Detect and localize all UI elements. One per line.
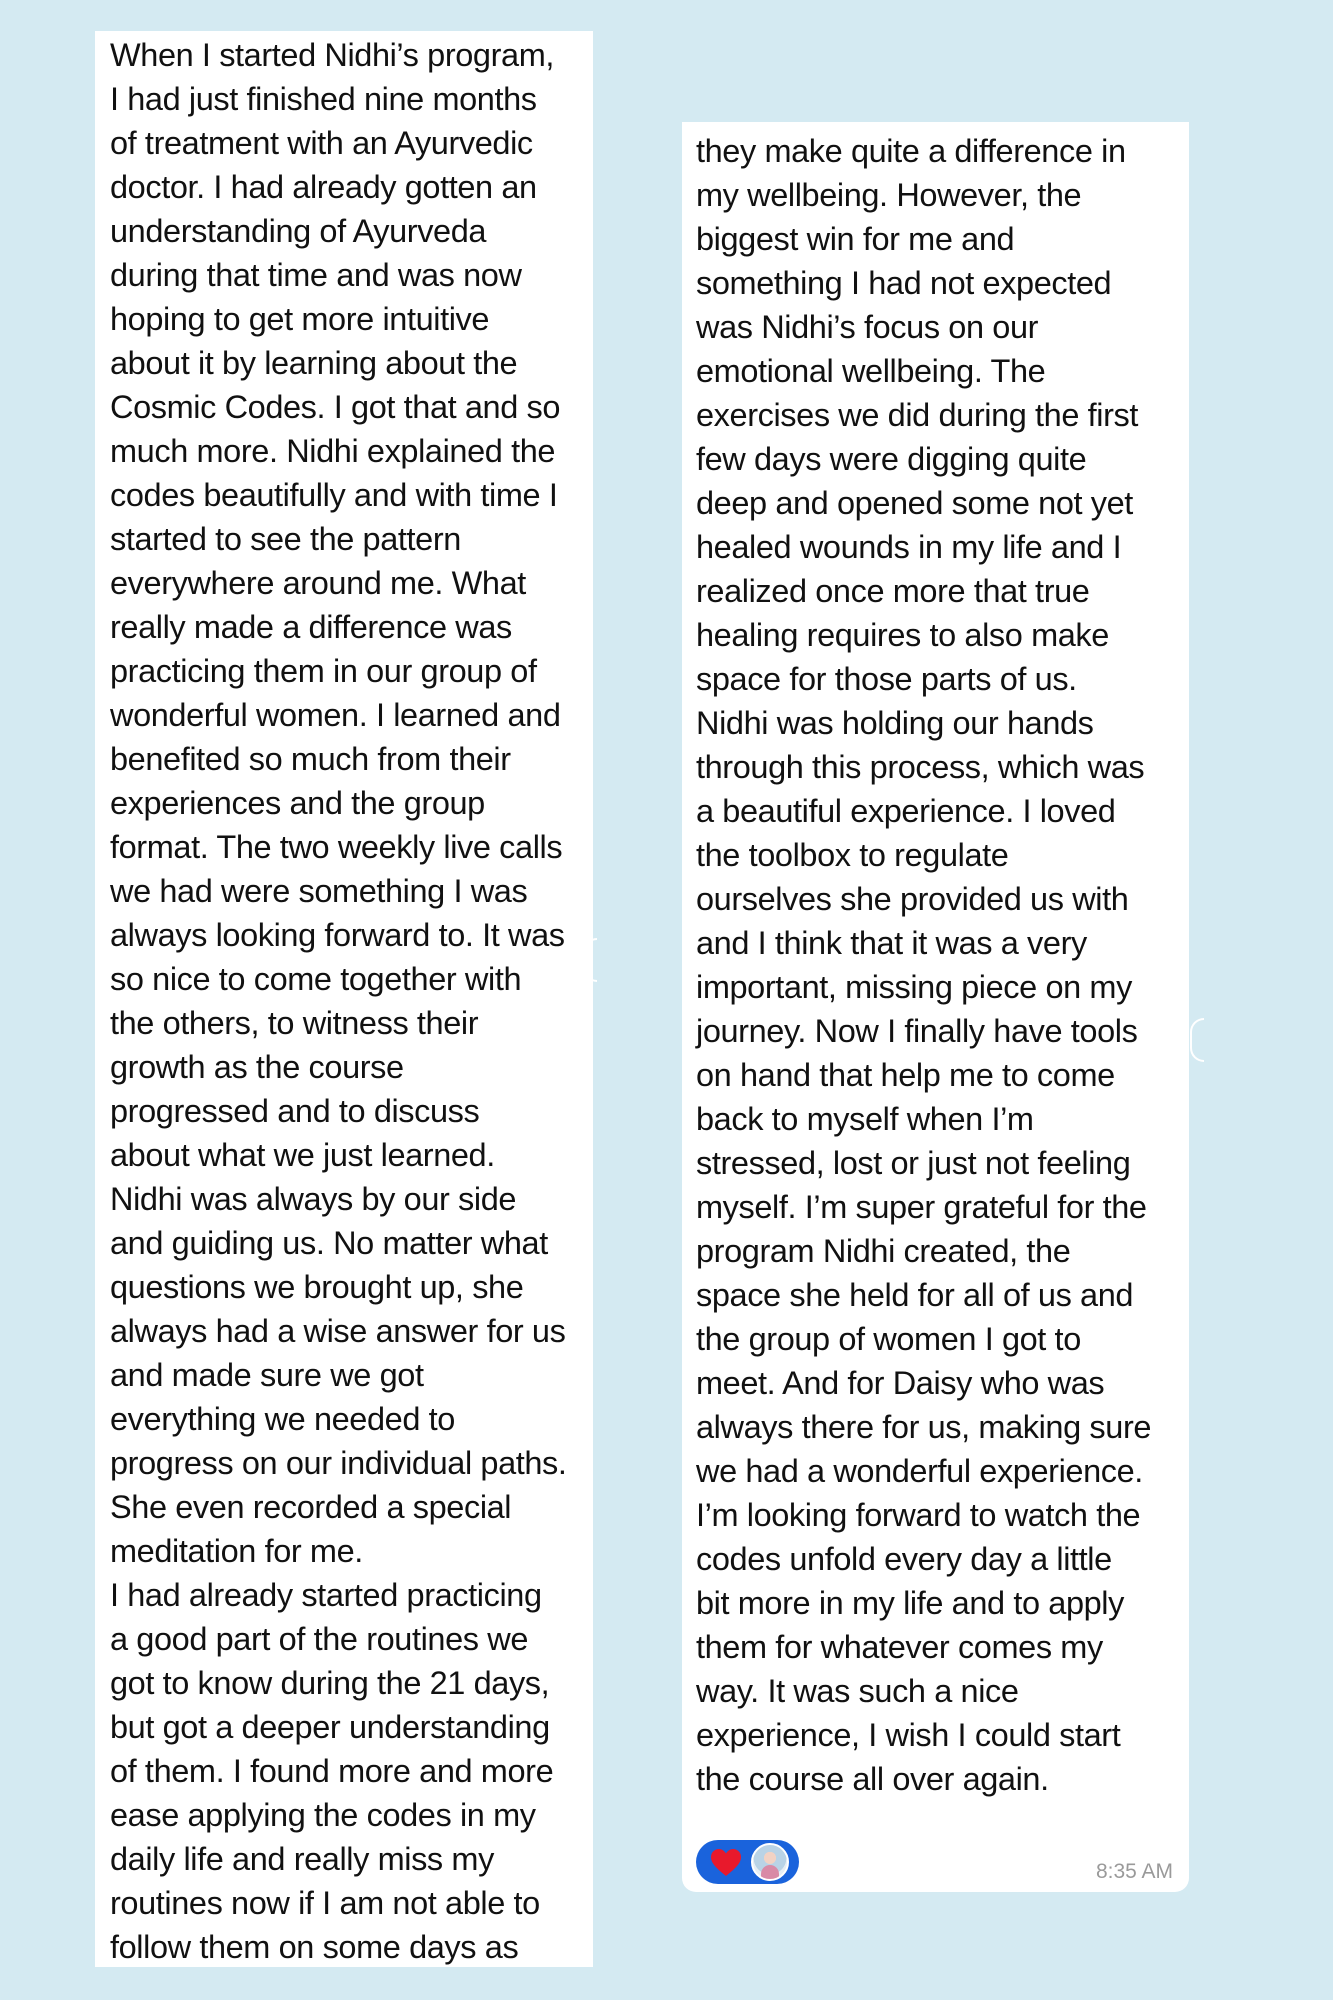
avatar <box>751 1843 789 1881</box>
message-line: program Nidhi created, the <box>696 1233 1071 1269</box>
message-line: daily life and really miss my <box>110 1841 494 1877</box>
message-line: something I had not expected <box>696 265 1112 301</box>
message-line: experiences and the group <box>110 785 485 821</box>
message-line: way. It was such a nice <box>696 1673 1019 1709</box>
heart-icon <box>710 1847 742 1879</box>
reaction-pill[interactable] <box>696 1840 799 1884</box>
message-line: everywhere around me. What <box>110 565 526 601</box>
message-line: progress on our individual paths. <box>110 1445 567 1481</box>
message-line: much more. Nidhi explained the <box>110 433 556 469</box>
message-line: and made sure we got <box>110 1357 424 1393</box>
message-line: meet. And for Daisy who was <box>696 1365 1105 1401</box>
message-line: of treatment with an Ayurvedic <box>110 125 533 161</box>
message-line: I had already started practicing <box>110 1577 542 1613</box>
message-line: hoping to get more intuitive <box>110 301 490 337</box>
message-line: so nice to come together with <box>110 961 522 997</box>
message-line: always there for us, making sure <box>696 1409 1152 1445</box>
message-line: space for those parts of us. <box>696 661 1077 697</box>
message-line: routines now if I am not able to <box>110 1885 540 1921</box>
message-line: about it by learning about the <box>110 345 518 381</box>
edge-handle-left <box>583 938 597 982</box>
message-line: a good part of the routines we <box>110 1621 529 1657</box>
message-line: I had just finished nine months <box>110 81 537 117</box>
message-line: the group of women I got to <box>696 1321 1081 1357</box>
message-line: myself. I’m super grateful for the <box>696 1189 1147 1225</box>
message-line: was Nidhi’s focus on our <box>696 309 1039 345</box>
message-line: understanding of Ayurveda <box>110 213 487 249</box>
message-line: Cosmic Codes. I got that and so <box>110 389 561 425</box>
message-line: during that time and was now <box>110 257 522 293</box>
message-line: everything we needed to <box>110 1401 455 1437</box>
message-line: space she held for all of us and <box>696 1277 1134 1313</box>
message-line: Nidhi was always by our side <box>110 1181 517 1217</box>
message-line: stressed, lost or just not feeling <box>696 1145 1131 1181</box>
message-line: but got a deeper understanding <box>110 1709 550 1745</box>
message-line: and I think that it was a very <box>696 925 1087 961</box>
message-line: emotional wellbeing. The <box>696 353 1046 389</box>
message-line: When I started Nidhi’s program, <box>110 37 554 73</box>
message-line: ourselves she provided us with <box>696 881 1129 917</box>
message-line: we had were something I was <box>110 873 528 909</box>
message-line: back to myself when I’m <box>696 1101 1034 1137</box>
message-line: about what we just learned. <box>110 1137 495 1173</box>
message-line: started to see the pattern <box>110 521 461 557</box>
message-line: experience, I wish I could start <box>696 1717 1121 1753</box>
message-text <box>110 33 585 1967</box>
message-line: a beautiful experience. I loved <box>696 793 1116 829</box>
message-line: doctor. I had already gotten an <box>110 169 537 205</box>
message-line: practicing them in our group of <box>110 653 537 689</box>
message-line: exercises we did during the first <box>696 397 1139 433</box>
message-line: got to know during the 21 days, <box>110 1665 550 1701</box>
message-line: bit more in my life and to apply <box>696 1585 1124 1621</box>
message-line: through this process, which was <box>696 749 1145 785</box>
message-line: and guiding us. No matter what <box>110 1225 548 1261</box>
message-line: the toolbox to regulate <box>696 837 1009 873</box>
message-line: biggest win for me and <box>696 221 1015 257</box>
message-line: of them. I found more and more <box>110 1753 554 1789</box>
message-line: questions we brought up, she <box>110 1269 524 1305</box>
message-line: always looking forward to. It was <box>110 917 565 953</box>
message-timestamp: 8:35 AM <box>1095 1860 1173 1883</box>
message-line: I’m looking forward to watch the <box>696 1497 1141 1533</box>
message-line: the course all over again. <box>696 1761 1049 1797</box>
message-line: codes beautifully and with time I <box>110 477 558 513</box>
message-line: they make quite a difference in <box>696 133 1126 169</box>
message-line: growth as the course <box>110 1049 404 1085</box>
message-line: progressed and to discuss <box>110 1093 480 1129</box>
message-line: always had a wise answer for us <box>110 1313 566 1349</box>
message-text <box>696 129 1181 1801</box>
message-line: ease applying the codes in my <box>110 1797 536 1833</box>
message-line: we had a wonderful experience. <box>696 1453 1143 1489</box>
message-line: them for whatever comes my <box>696 1629 1103 1665</box>
message-bubble-right[interactable] <box>682 122 1189 1892</box>
message-line: benefited so much from their <box>110 741 511 777</box>
message-line: really made a difference was <box>110 609 512 645</box>
edge-handle-right <box>1190 1018 1204 1062</box>
message-line: She even recorded a special <box>110 1489 512 1525</box>
message-line: few days were digging quite <box>696 441 1087 477</box>
message-line: meditation for me. <box>110 1533 363 1569</box>
message-line: my wellbeing. However, the <box>696 177 1082 213</box>
message-line: realized once more that true <box>696 573 1090 609</box>
message-line: journey. Now I finally have tools <box>696 1013 1138 1049</box>
message-line: codes unfold every day a little <box>696 1541 1112 1577</box>
message-bubble-left[interactable] <box>95 31 593 1967</box>
message-line: follow them on some days as <box>110 1929 519 1965</box>
message-line: healed wounds in my life and I <box>696 529 1122 565</box>
message-line: format. The two weekly live calls <box>110 829 563 865</box>
message-line: healing requires to also make <box>696 617 1109 653</box>
message-line: on hand that help me to come <box>696 1057 1115 1093</box>
message-line: deep and opened some not yet <box>696 485 1133 521</box>
message-line: important, missing piece on my <box>696 969 1132 1005</box>
message-line: Nidhi was holding our hands <box>696 705 1094 741</box>
message-line: the others, to witness their <box>110 1005 479 1041</box>
message-line: wonderful women. I learned and <box>110 697 561 733</box>
